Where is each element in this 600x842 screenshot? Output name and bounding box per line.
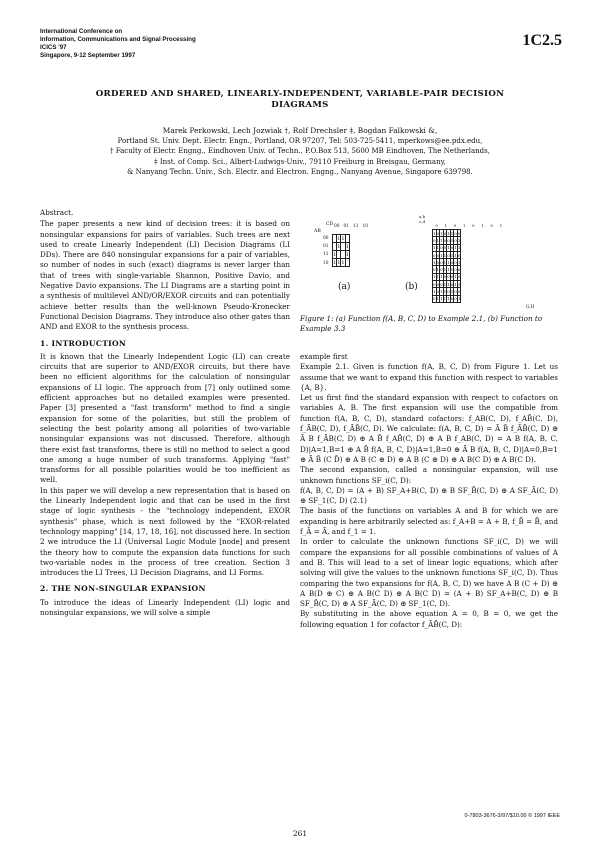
map2-cell: 0 [457,252,461,258]
map2-cell: 1 [457,237,461,243]
kmap-col-code: 11 [353,224,359,229]
map2-cell: 1 [447,296,450,302]
map2-cell: 1 [443,281,447,287]
map2-cell: 0 [440,259,443,265]
map2-cell: 1 [440,237,443,243]
map2-cell: 1 [436,274,440,280]
kmap-cell [345,235,349,243]
map2-col-code: 1 [499,223,503,228]
right-text: In order to calculate the unknown functions SF_i(C, D) we will compare the expansions for all possible combinations of values of A and B. This will lead to a set of linear logic equations, which after solving will give the values to the unknown functions SF_i(C, D). Thus comparing the two expansions for f(A, B, C, D) we have A B (C + D) ⊕ A B(D ⊕ C) ⊕ A B(C D) ⊕ A B(C D) = (A + B) SF_A+B(C, D) ⊕ B SF_B̄(C, D) ⊕ A SF_Ā(C, D) ⊕ SF_1(C, D). [300,537,558,609]
kmap-cell: 1 [333,251,337,258]
map2-cell: 1 [433,245,436,251]
right-column [300,352,558,630]
kmap-row-code: 00 [323,236,329,241]
map2-col-codes [432,223,506,228]
map2-cell: 0 [436,259,440,265]
map2-col-code: 0 [435,223,438,228]
title-line: DIAGRAMS [271,100,329,110]
map2-cell: 1 [457,245,461,251]
map2-cell: 1 [436,237,440,243]
kmap-cell: 1 [337,259,341,266]
kmap-col-codes [332,224,370,229]
map2-cell: 0 [450,296,454,302]
map2-cell: 1 [447,230,450,236]
map2-grid [432,229,461,303]
map2-cell: 1 [457,259,461,265]
map2-cell: 0 [436,230,440,236]
kmap-cell: 1 [337,243,341,250]
copyright-line: 0-7803-3676-3/97/$10.00 © 1997 IEEE [464,813,560,819]
map2-cell: 1 [447,245,450,251]
conf-line: International Conference on [40,28,123,35]
title-line: ORDERED AND SHARED, LINEARLY-INDEPENDENT, VARIABLE-PAIR DECISION [95,89,505,99]
map2-cell: 0 [447,289,450,295]
map2-cell: 1 [433,274,436,280]
left-column [40,208,290,618]
kmap-grid [332,234,350,267]
intro-paragraph-1: It is known that the Linearly Independent Logic (LI) can create circuits that are superior to AND/EXOR circuits, but there have been no efficient algorithms for the calculation of nonsingular expansions of LI logic. The approach from [7] only outlined some efficient approaches but no detailed examples were presented. Paper [3] presented a "fast transform" method to find a single expansion for some of the polarities, but still the problem of selecting the best polarity among all polarities of two-variable nonsingular expansions was not discussed. Therefore, although there exist fast transforms, there is still no method to select a good one among a huge number of such transforms. Applying "fast" transforms for all possible polarities would be too inefficient as well. [40,351,290,485]
map2-row [433,266,461,273]
right-text: The second expansion, called a nonsingular expansion, will use unknown functions SF_i(C, D): [300,465,558,485]
map2-cell: 1 [457,296,461,302]
kmap-cell: 1 [341,259,345,266]
kmap-cell [345,259,349,267]
map2-cell: 0 [433,237,436,243]
map2-cell: 0 [433,267,436,273]
map2-col-code: 0 [453,223,457,228]
kmap-row [333,259,350,267]
map2-cell: 0 [450,281,454,287]
map2-row [433,273,461,280]
map2-cell: 0 [436,252,440,258]
kmap-cell: 1 [341,235,345,242]
conf-line: Information, Communications and Signal Processing [40,36,196,43]
map2-cell: 0 [433,296,436,302]
kmap-row [333,235,350,243]
map2-cell: 0 [433,252,436,258]
map2-cell: 1 [450,252,454,258]
map2-col-code: 0 [472,223,475,228]
map2-cell: 1 [454,281,457,287]
map2-cell: 0 [450,274,454,280]
map2-cell: 1 [440,230,443,236]
map2-cell: 0 [447,237,450,243]
affiliation-line: ‡ Inst. of Comp. Sci., Albert-Ludwigs-Univ., 79110 Freiburg in Breisgau, Germany, [154,157,446,166]
section-2-paragraph: To introduce the ideas of Linearly Independent (LI) logic and nonsingular expansions, we will solve a simple [40,597,290,617]
section-2-heading: 2. THE NON-SINGULAR EXPANSION [40,584,206,594]
section-1-heading: 1. INTRODUCTION [40,338,127,348]
map2-cell: 0 [443,274,447,280]
kmap-cell: 1 [337,235,341,242]
figure-caption: Figure 1: (a) Function f(A, B, C, D) to Example 2.1, (b) Function to Example 3.3 [300,314,543,333]
right-text: By substituting in the above equation A = 0, B = 0, we get the following equation 1 for cofactor f_ĀB̄(C, D): [300,609,558,629]
kmap-row-codes [323,235,328,268]
map2-cell: 1 [443,252,447,258]
map2-cell: 1 [457,281,461,287]
kmap-row-code: 01 [323,244,329,250]
author-names: Marek Perkowski, Lech Jozwiak †, Rolf Drechsler ‡, Bogdan Falkowski &, [162,126,438,135]
kmap-var-ab: AB [314,229,321,234]
conference-info [40,28,196,60]
map2-col-code: 1 [481,223,484,228]
kmap-row-code: 10 [323,260,329,266]
map2-cell: 0 [443,237,447,243]
map2-cell: 0 [454,230,457,236]
map2-cell: 0 [450,259,454,265]
map2-cell: 0 [454,237,457,243]
figure-label-b: (b) [405,282,418,292]
kmap-col-code: 01 [343,224,349,229]
map2-cell: 0 [454,289,457,295]
map2-cell: 0 [454,267,457,273]
map2-cell: 1 [433,259,436,265]
map2-cell: 0 [440,267,443,273]
map2-row [433,230,461,237]
affiliation-line: † Faculty of Electr. Engng., Eindhoven Univ. of Techn., P.O.Box 513, 5600 MB Eindhoven, The Netherlands, [110,147,490,156]
map2-cell: 0 [436,289,440,295]
map2-cell: 0 [454,296,457,302]
kmap-row-code: 11 [323,252,329,258]
map2-row [433,288,461,295]
kmap-col-code: 10 [362,224,368,229]
map2-row [433,281,461,288]
intro-paragraph-2: In this paper we will develop a new representation that is based on the Linearly Independent logic and that can be used in the first stage of logic synthesis - the "technology independent, EXOR synthesis" phase, which is next followed by the "EXOR-related technology mapping" [14, 17, 18, 16], not discussed here. In section 2 we introduce the LI (Universal Logic Module [node] and present the theory how to compute the expansion data functions for such two-variable nodes in the process of tree creation. Section 3 introduces the LI Trees, LI Decision Diagrams, and LI Forms. [40,485,290,578]
map2-cell: 0 [443,230,447,236]
kmap-cell: 1 [345,251,349,258]
author-block [40,126,560,177]
map2-cell: 1 [443,267,447,273]
map2-cell: 1 [450,289,454,295]
map2-cell: 0 [457,289,461,295]
kmap-col-code: 00 [334,224,340,229]
map2-corner-label: G,H [526,304,535,309]
map2-cell: 1 [454,245,457,251]
map2-cell: 1 [440,289,443,295]
affiliation-line: & Nanyang Techn. Univ., Sch. Electr. and Electron. Engng., Nanyang Avenue, Singapore 639798. [127,167,473,176]
map2-cell: 0 [447,252,450,258]
paper-id: 1C2.5 [522,32,562,49]
map2-col-code: 0 [490,223,493,228]
map2-col-code: 1 [444,223,447,228]
map2-cell: 1 [447,267,450,273]
map2-cell: 0 [457,230,461,236]
map2-cell: 1 [447,281,450,287]
map2-cell: 1 [436,296,440,302]
map2-cell: 1 [454,274,457,280]
map2-cell: 1 [450,267,454,273]
map2-col-code: 1 [462,223,466,228]
abstract-heading: Abstract. [40,208,74,217]
map2-row [433,251,461,258]
map2-cell: 1 [443,259,447,265]
map2-var: c,d [419,219,426,224]
kmap-cell: 1 [345,243,349,250]
kmap-cell: 1 [333,259,337,266]
right-text: example first [300,352,348,361]
map2-cell: 0 [433,281,436,287]
map2-cell: 0 [436,281,440,287]
conf-line: ICICS '97 [40,44,67,51]
map2-cell: 1 [447,259,450,265]
map2-cell: 1 [440,296,443,302]
map2-cell: 0 [440,245,443,251]
right-text: The basis of the functions on variables A and B for which we are expanding is here arbitrarily selected as: f_A+B = A + B, f_B̄ = B̄, and f_Ā = Ā, and f_1 = 1. [300,506,558,537]
map2-cell: 1 [443,296,447,302]
map2-cell: 1 [436,245,440,251]
map2-cell: 1 [433,230,436,236]
map2-row [433,259,461,266]
map2-cell: 1 [436,267,440,273]
map2-cell: 0 [457,274,461,280]
page-number: 261 [292,829,308,838]
abstract-text: The paper presents a new kind of decision trees: it is based on nonsingular expansions for pairs of variables. Such trees are next used to create Linearly Independent (LI) Decision Diagrams (LI DDs). There are 840 nonsingular expansions for a pair of variables, so number of nodes in such (exact) diagrams is never larger than that of trees with single-variable Shannon, Positive Davio, and Negative Davio expansions. The LI Diagrams are a starting point in a synthesis of multilevel AND/OR/EXOR circuits and can potentially achieve better results than the well-known Pseudo-Kronecker Functional Decision Diagrams. They introduce also other gates than AND and EXOR to the synthesis process. [40,219,290,332]
right-text: Let us first find the standard expansion with respect to cofactors on variables A, B. The first expansion will use the compatible from function f(A, B, C, D), standard cofactors: f_AB(C, D), f_AB̄(C, D), f_ĀB(C, D), f_ĀB̄(C, D). We calculate: f(A, B, C, D) = Ā B̄ f_ĀB̄(C, D) ⊕ Ā B f_ĀB(C, D) ⊕ A B̄ f_AB̄(C, D) ⊕ A B f_AB(C, D) = A B f(A, B, C, D)|A=1,B=1 ⊕ A B̄ f(A, B, C, D)|A=1,B=0 ⊕ Ā B f(A, B, C, D)|A=0,B=1 ⊕ Ā B̄ (C D̄) ⊕ A B (C ⊕ D) ⊕ A B (C ⊕ D) ⊕ A B(C D) ⊕ A B(C D). [300,393,558,464]
map2-row [433,295,461,302]
figure-label-a: (a) [338,282,351,292]
map2-var: a,b [419,214,426,219]
map2-cell: 1 [440,274,443,280]
map2-cell: 0 [440,281,443,287]
map2-cell: 1 [443,289,447,295]
example-2-1: Example 2.1. Given is function f(A, B, C, D) from Figure 1. Let us assume that we want to expand this function with respect to variables {A, B}. [300,362,558,392]
map2-cell: 0 [447,274,450,280]
map2-cell: 0 [457,267,461,273]
equation-2-1: f(A, B, C, D) = (A + B) SF_A+B(C, D) ⊕ B SF_B̄(C, D) ⊕ A SF_Ā(C, D) ⊕ SF_1(C, D) (2.1) [300,485,558,506]
map2-row [433,237,461,244]
map2-cell: 0 [443,245,447,251]
kmap-var-cd: CD [326,222,334,227]
affiliation-line: Portland St. Univ. Dept. Electr. Engn., Portland, OR 97207, Tel: 503-725-5411, mperkows@ee.pdx.edu, [117,137,483,146]
map2-cell: 1 [433,289,436,295]
paper-title [50,89,550,111]
conf-line: Singapore, 9-12 September 1997 [40,52,136,59]
map2-row [433,244,461,251]
map2-cell: 1 [440,252,443,258]
map2-cell: 0 [450,245,454,251]
kmap-row [333,251,350,259]
map2-cell: 1 [450,230,454,236]
map2-cell: 1 [454,252,457,258]
kmap-row [333,243,350,251]
map2-cell: 0 [454,259,457,265]
map2-cell: 1 [450,237,454,243]
